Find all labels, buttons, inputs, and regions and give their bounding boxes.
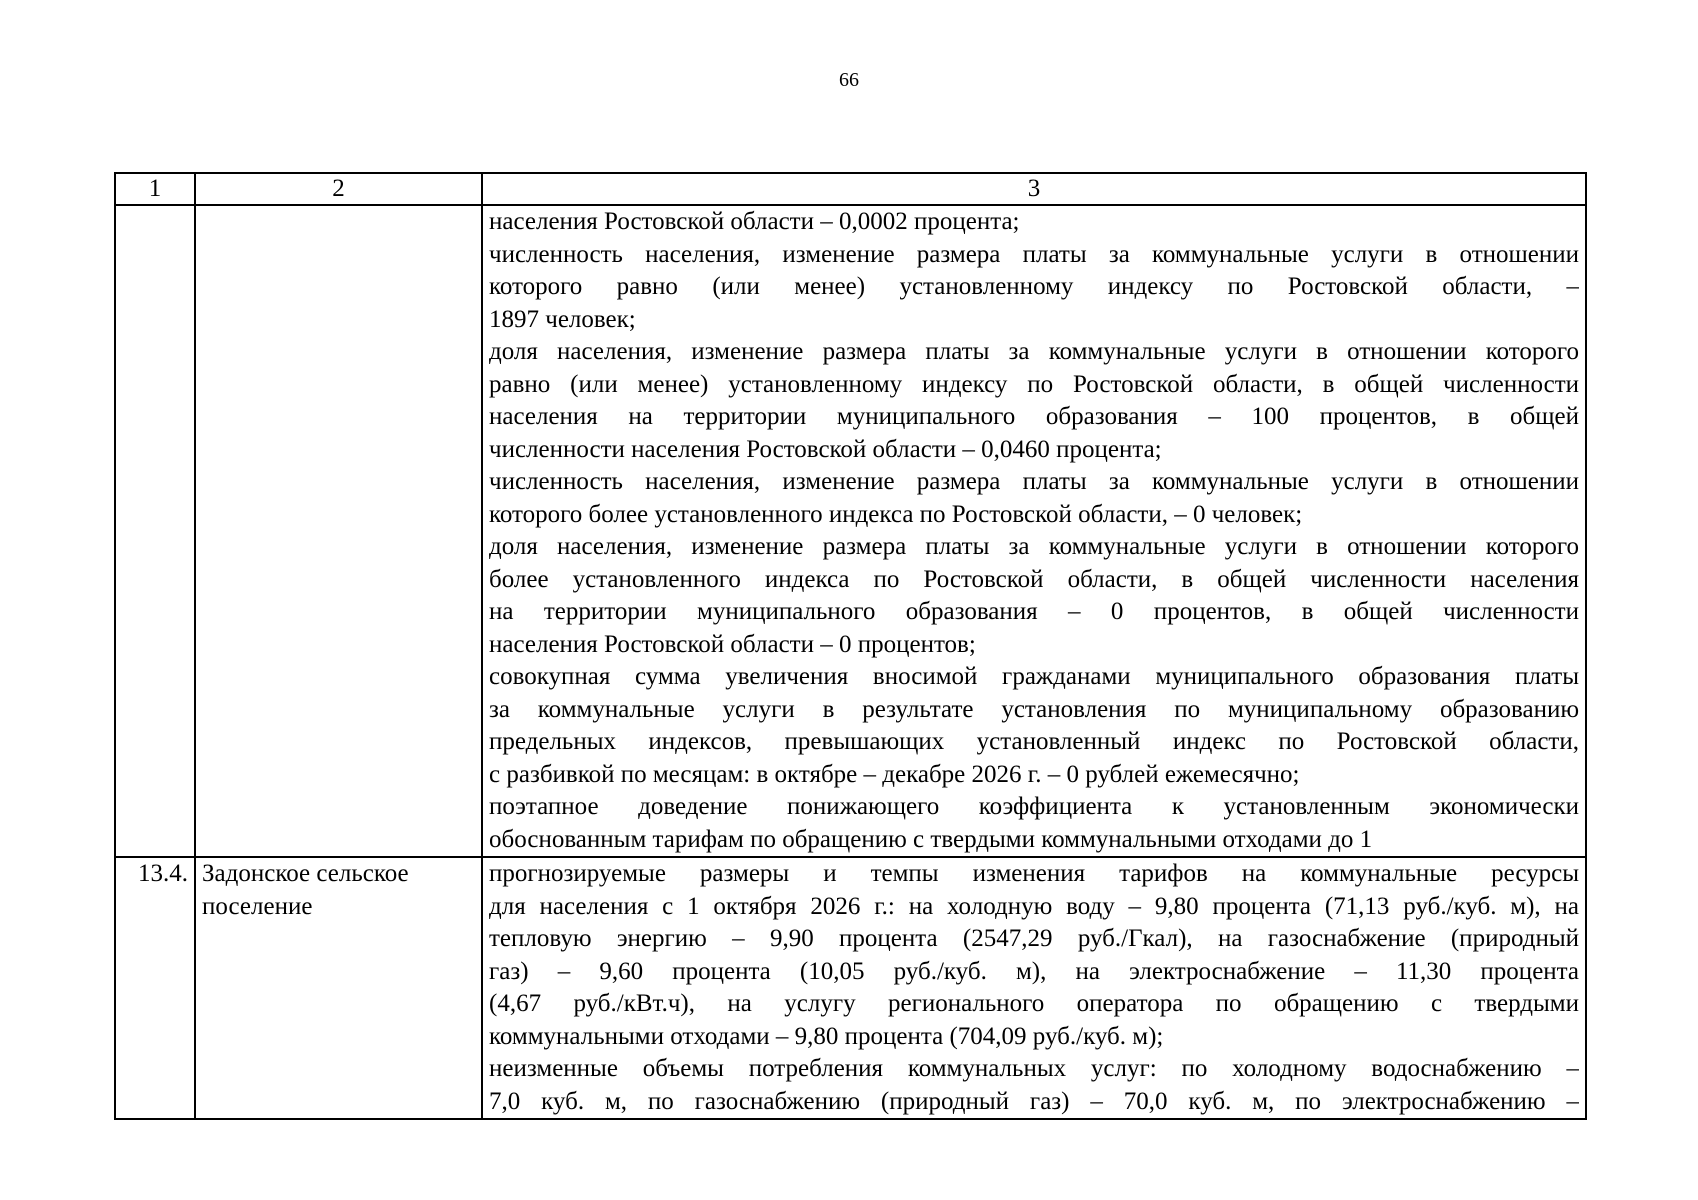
data-table: [114, 172, 1587, 1120]
text-line: доля населения, изменение размера платы за коммунальные услуги в отношении которого: [489, 338, 1579, 365]
text-line: населения Ростовской области – 0 процентов;: [489, 630, 976, 658]
description-text: [489, 206, 1579, 856]
text-line: численности населения Ростовской области – 0,0460 процента;: [489, 435, 1162, 463]
header-col-3: 3: [482, 173, 1586, 205]
settlement-name-cell: [195, 857, 482, 1119]
settlement-name-line: поселение: [202, 892, 313, 920]
text-line: предельных индексов, превышающих установленный индекс по Ростовской области,: [489, 728, 1579, 755]
text-line: прогнозируемые размеры и темпы изменения тарифов на коммунальные ресурсы: [489, 860, 1579, 887]
text-line: 7,0 куб. м, по газоснабжению (природный газ) – 70,0 куб. м, по электроснабжению –: [489, 1087, 1579, 1115]
text-line: равно (или менее) установленному индексу по Ростовской области, в общей численности: [489, 370, 1579, 398]
text-line: газ) – 9,60 процента (10,05 руб./куб. м), на электроснабжение – 11,30 процента: [489, 957, 1579, 985]
description-text: [489, 858, 1579, 1118]
row-number-cell: [115, 205, 195, 857]
text-line: тепловую энергию – 9,90 процента (2547,29 руб./Гкал), на газоснабжение (природный: [489, 925, 1579, 952]
text-line: населения Ростовской области – 0,0002 процента;: [489, 208, 1020, 235]
text-line: с разбивкой по месяцам: в октябре – декабре 2026 г. – 0 рублей ежемесячно;: [489, 760, 1300, 788]
text-line: совокупная сумма увеличения вносимой гражданами муниципального образования платы: [489, 663, 1579, 690]
text-line: населения на территории муниципального образования – 100 процентов, в общей: [489, 403, 1579, 430]
text-line: для населения с 1 октября 2026 г.: на холодную воду – 9,80 процента (71,13 руб./куб. м), на: [489, 892, 1579, 920]
description-cell: [482, 205, 1586, 857]
text-line: неизменные объемы потребления коммунальных услуг: по холодному водоснабжению –: [489, 1055, 1579, 1082]
text-line: коммунальными отходами – 9,80 процента (704,09 руб./куб. м);: [489, 1022, 1164, 1050]
row-number-cell: 13.4.: [115, 857, 195, 1119]
text-line: численность населения, изменение размера платы за коммунальные услуги в отношении: [489, 468, 1579, 495]
settlement-name-cell: [195, 205, 482, 857]
header-col-2: 2: [195, 173, 482, 205]
text-line: которого равно (или менее) установленному индексу по Ростовской области, –: [489, 273, 1579, 300]
text-line: на территории муниципального образования – 0 процентов, в общей численности: [489, 598, 1579, 625]
text-line: доля населения, изменение размера платы за коммунальные услуги в отношении которого: [489, 533, 1579, 560]
text-line: численность населения, изменение размера платы за коммунальные услуги в отношении: [489, 240, 1579, 268]
text-line: более установленного индекса по Ростовской области, в общей численности населения: [489, 565, 1579, 593]
table-row: [115, 857, 1586, 1119]
text-line: поэтапное доведение понижающего коэффициента к установленным экономически: [489, 793, 1579, 820]
table-header-row: [115, 173, 1586, 205]
text-line: которого более установленного индекса по Ростовской области, – 0 человек;: [489, 500, 1303, 528]
description-cell: [482, 857, 1586, 1119]
header-col-1: 1: [115, 173, 195, 205]
text-line: за коммунальные услуги в результате установления по муниципальному образованию: [489, 695, 1579, 723]
text-line: 1897 человек;: [489, 305, 636, 333]
page-number: 66: [839, 69, 859, 91]
table-row: [115, 205, 1586, 857]
settlement-name-line: Задонское сельское: [202, 860, 409, 887]
text-line: (4,67 руб./кВт.ч), на услугу регионального оператора по обращению с твердыми: [489, 990, 1579, 1017]
text-line: обоснованным тарифам по обращению с твердыми коммунальными отходами до 1: [489, 825, 1373, 853]
